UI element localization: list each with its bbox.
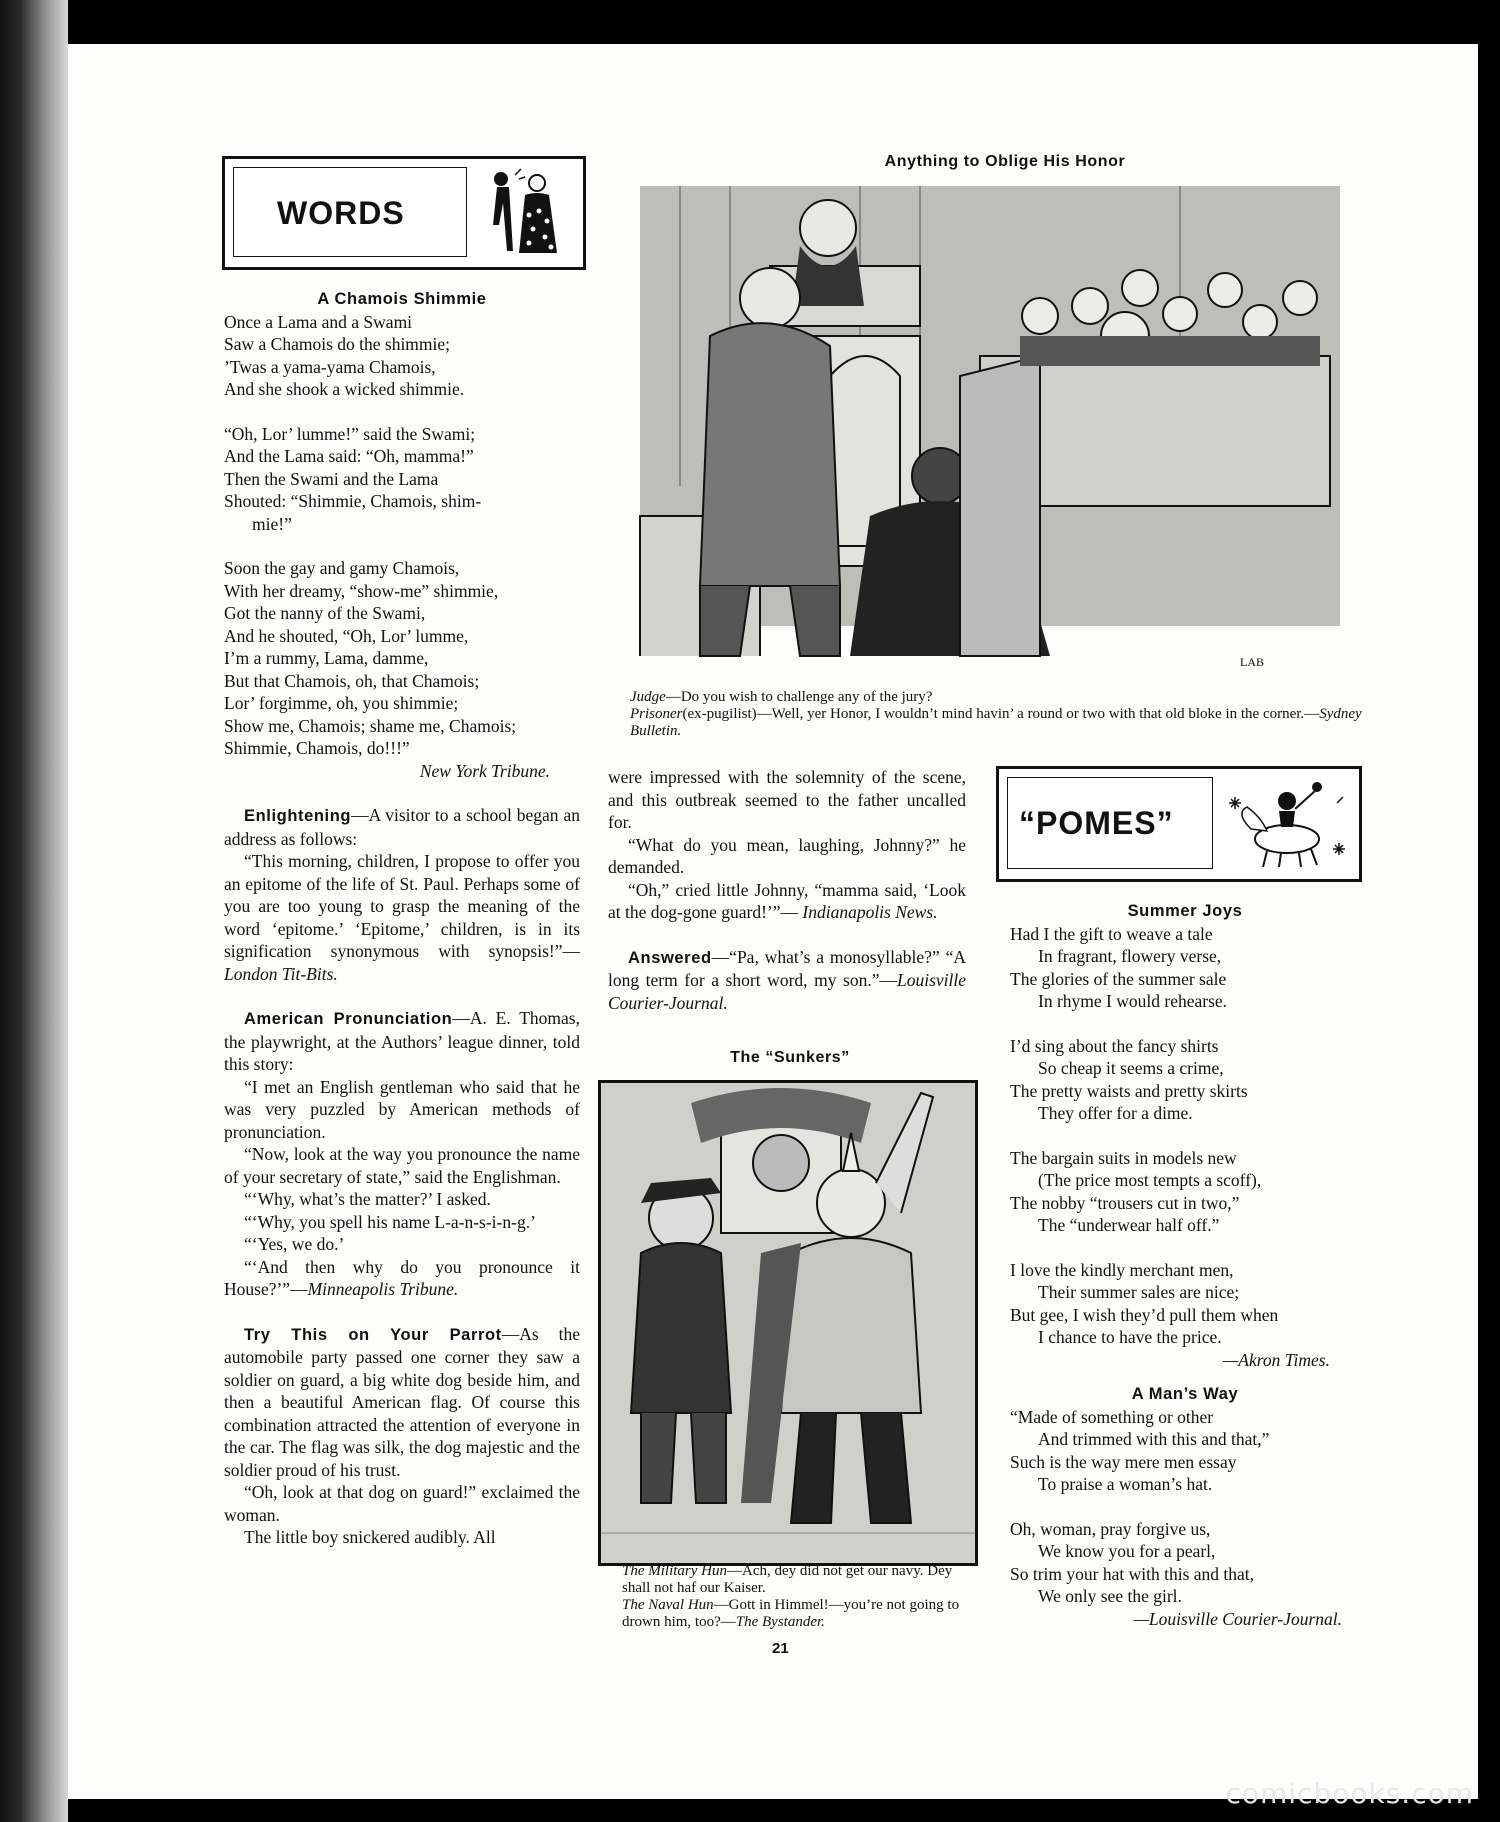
poem-line: ’Twas a yama-yama Chamois, (224, 356, 436, 377)
sunkers-drawing (601, 1083, 975, 1563)
cartoon2-title: The “Sunkers” (730, 1049, 850, 1066)
poem-line: Then the Swami and the Lama (224, 468, 439, 489)
chamois-title: A Chamois Shimmie (317, 290, 487, 308)
poem-line: We only see the girl. (1038, 1586, 1182, 1606)
poem-line: “Made of something or other (1010, 1406, 1214, 1427)
poem-line: Shimmie, Chamois, do!!!” (224, 738, 410, 758)
poem-line: I love the kindly merchant men, (1010, 1259, 1234, 1280)
cherub-riding-pig-icon (1221, 773, 1355, 873)
poem-line: I’d sing about the fancy shirts (1010, 1035, 1219, 1056)
poem-line: The glories of the summer sale (1010, 968, 1227, 989)
pomes-title: “POMES” (1019, 805, 1174, 841)
parrot-story: Try This on Your Parrot—As the automobile party passed one corner they saw a soldier on guard, a big white dog beside him, and then a beautiful American flag. Of course this combination attracted the attention of everyone in the car. The flag was silk, the dog majestic and the soldier proud of his trust. (224, 1323, 580, 1480)
book-spine (0, 0, 68, 1822)
dancer-couple-icon (475, 165, 575, 259)
poem-line: Once a Lama and a Swami (224, 311, 413, 332)
page-number: 21 (772, 1640, 789, 1657)
poem-line: They offer for a dime. (1038, 1103, 1193, 1123)
summer-source: —Akron Times. (1222, 1349, 1330, 1370)
mansway-poem (1010, 1406, 1360, 1608)
poem-line: Shouted: “Shimmie, Chamois, shim- (224, 491, 482, 511)
enlightening-story: Enlightening—A visitor to a school began an address as follows: (224, 805, 580, 849)
poem-line: Got the nanny of the Swami, (224, 603, 426, 623)
poem-line (1010, 1125, 1360, 1147)
poem-line: And she shook a wicked shimmie. (224, 379, 465, 399)
poem-line: Lor’ forgimme, oh, you shimmie; (224, 693, 459, 713)
watermark: comicbooks.com (1225, 1777, 1474, 1810)
words-header-box (222, 156, 586, 270)
cartoon1-title: Anything to Oblige His Honor (884, 153, 1126, 170)
cartoon1-caption: Judge—Do you wish to challenge any of the jury? Prisoner(ex-pugilist)—Well, yer Honor, I wouldn’t mind havin’ a round or two with that old bloke in the corner.—Sydney Bulletin. (630, 689, 1362, 739)
poem-line: In rhyme I would rehearse. (1038, 991, 1228, 1011)
poem-line: But gee, I wish they’d pull them when (1010, 1304, 1279, 1325)
words-title: WORDS (277, 195, 405, 231)
summer-title: Summer Joys (1127, 902, 1243, 920)
pronunciation-story: American Pronunciation—A. E. Thomas, the playwright, at the Authors’ league dinner, told this story: (224, 1008, 580, 1074)
poem-line: The “underwear half off.” (1038, 1215, 1220, 1235)
poem-line: Soon the gay and gamy Chamois, (224, 558, 460, 578)
poem-line: I’m a rummy, Lama, damme, (224, 648, 429, 668)
poem-line: And the Lama said: “Oh, mamma!” (224, 446, 474, 466)
poem-line: The nobby “trousers cut in two,” (1010, 1192, 1240, 1213)
poem-line: Had I the gift to weave a tale (1010, 923, 1213, 944)
poem-line: Oh, woman, pray forgive us, (1010, 1518, 1211, 1539)
right-column (1010, 900, 1360, 1630)
sunkers-cartoon (598, 1080, 978, 1566)
poem-line (224, 535, 580, 557)
summer-poem (1010, 923, 1360, 1349)
poem-line: And he shouted, “Oh, Lor’ lumme, (224, 625, 469, 646)
middle-column: were impressed with the solemnity of the scene, and this outbreak seemed to the father uncalled for. “What do you mean, laughing, Johnny?” he demanded. “Oh,” cried little Johnny, “mamma said, ‘Look at the dog-gone guard!’”— Indianapolis News. Answered—“Pa, what’s a monosyllable?” “A long term for a short word, my son.”—Louisville Courier-Journal. (608, 767, 966, 1013)
poem-line: We know you for a pearl, (1038, 1541, 1216, 1561)
pomes-header-box (996, 766, 1362, 882)
poem-line: In fragrant, flowery verse, (1038, 946, 1222, 966)
chamois-source: New York Tribune. (419, 760, 550, 781)
poem-line: (The price most tempts a scoff), (1038, 1170, 1262, 1190)
mansway-source: —Louisville Courier-Journal. (1133, 1608, 1342, 1629)
courtroom-cartoon (620, 186, 1350, 686)
answered-story: Answered—“Pa, what’s a monosyllable?” “A long term for a short word, my son.”—Louisville Courier-Journal. (608, 946, 966, 1013)
cartoon2-caption: The Military Hun—Ach, dey did not get our navy. Dey shall not haf our Kaiser. The Naval Hun—Gott in Himmel!—you’re not going to drown him, too?—The Bystander. (622, 1563, 960, 1630)
poem-line: With her dreamy, “show-me” shimmie, (224, 580, 499, 601)
poem-line: Such is the way mere men essay (1010, 1451, 1237, 1472)
poem-line (1010, 1496, 1360, 1518)
poem-line: Their summer sales are nice; (1038, 1282, 1240, 1302)
poem-line: To praise a woman’s hat. (1038, 1474, 1213, 1494)
poem-line: Saw a Chamois do the shimmie; (224, 334, 451, 354)
poem-line: “Oh, Lor’ lumme!” said the Swami; (224, 423, 476, 444)
cartoon1-signature: LAB (1240, 655, 1264, 669)
poem-line: The bargain suits in models new (1010, 1147, 1237, 1168)
poem-line: But that Chamois, oh, that Chamois; (224, 670, 480, 691)
poem-line: And trimmed with this and that,” (1038, 1429, 1270, 1449)
poem-line (1010, 1237, 1360, 1259)
poem-line: I chance to have the price. (1038, 1327, 1222, 1347)
poem-line: So trim your hat with this and that, (1010, 1563, 1255, 1584)
poem-line: So cheap it seems a crime, (1038, 1058, 1224, 1078)
poem-line: The pretty waists and pretty skirts (1010, 1080, 1248, 1101)
poem-line (224, 401, 580, 423)
mansway-title: A Man’s Way (1131, 1385, 1239, 1403)
poem-line (1010, 1013, 1360, 1035)
left-column: A Chamois Shimmie Once a Lama and a Swami Saw a Chamois do the shimmie; ’Twas a yama-yama Chamois, And she shook a wicked shimmie. “Oh, Lor’ lumme!” said the Swami; And the Lama said: “Oh, mamma!” Then the Swami and the Lama Shouted: “Shimmie, Chamois, shim- mie!” Soon the gay and gamy Chamois, With her dreamy, “show-me” shimmie, Got the nanny of the Swami, And he shouted, “Oh, Lor’ lumme, I’m a rummy, Lama, damme, But that Chamois, oh, that Chamois; Lor’ forgimme, oh, you shimmie; Show me, Chamois; shame me, Chamois; Shimmie, Chamois, do!!!” New York Tribune. Enlightening—A visitor to a school began an address as follows: “This morning, children, I propose to offer you an epitome of the life of St. Paul. Perhaps some of you are too young to grasp the meaning of the word ‘epitome.’ ‘Epitome,’ children, is in its signification synonymous with synopsis!”— London Tit-Bits. American Pronunciation—A. E. Thomas, the playwright, at the Authors’ league dinner, told this story: “I met an English gentleman who said that he was very puzzled by American methods of pronunciation. “Now, look at the way you pronounce the name of your secretary of state,” said the Englishman. “‘Why, what’s the matter?’ I asked. “‘Why, you spell his name L-a-n-s-i-n-g.’ “‘Yes, we do.’ “‘And then why do you pronounce it House?’”—Minneapolis Tribune. Try This on Your Parrot—As the automobile party passed one corner they saw a soldier on guard, a big white dog beside him, and then a beautiful American flag. Of course this combination attracted the attention of everyone in the car. The flag was silk, the dog majestic and the soldier proud of his trust. “Oh, look at that dog on guard!” exclaimed the woman. The little boy snickered audibly. All (224, 290, 580, 1547)
chamois-poem (224, 311, 580, 760)
poem-line: mie!” (252, 513, 292, 534)
poem-line: Show me, Chamois; shame me, Chamois; (224, 715, 517, 736)
